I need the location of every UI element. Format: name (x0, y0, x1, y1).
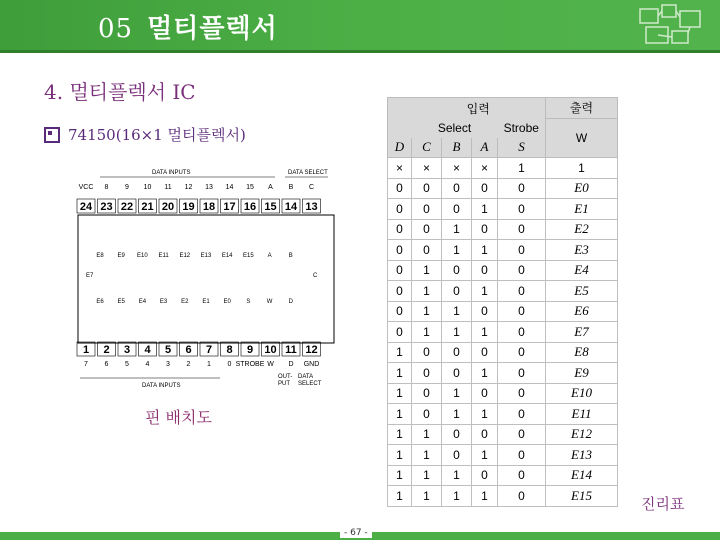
input-cell: 1 (388, 445, 412, 466)
table-row (388, 178, 618, 199)
chapter-number: 05 (98, 14, 134, 44)
inner-top-label: E14 (221, 253, 233, 259)
table-row (388, 404, 618, 425)
title-bar (0, 0, 720, 50)
input-cell: 0 (388, 260, 412, 281)
input-cell: 1 (388, 424, 412, 445)
section-title: 4. 멀티플렉서 IC (44, 80, 196, 104)
input-cell: 0 (412, 240, 442, 261)
input-cell: 0 (498, 301, 546, 322)
table-row (388, 486, 618, 507)
input-group-header: 입력 (412, 98, 546, 119)
output-cell: E1 (546, 199, 618, 220)
input-cell: 0 (472, 301, 498, 322)
input-cell: 1 (472, 281, 498, 302)
input-cell: 0 (388, 301, 412, 322)
truth-table (387, 97, 618, 507)
b-header: B (442, 138, 472, 158)
input-cell: 1 (472, 445, 498, 466)
inner-top-label: B (288, 253, 293, 259)
bottom-data-inputs-label: DATA INPUTS (142, 383, 181, 389)
blank-header-2 (388, 118, 412, 138)
input-cell: 0 (412, 219, 442, 240)
input-cell: 0 (498, 178, 546, 199)
input-cell: 1 (388, 465, 412, 486)
inner-top-label: E15 (243, 253, 254, 259)
top-pin-name: 8 (104, 184, 109, 191)
input-cell: 0 (498, 260, 546, 281)
d-header: D (388, 138, 412, 158)
input-cell: 0 (472, 383, 498, 404)
inner-bottom-label: E6 (96, 299, 104, 305)
top-pin-name: 9 (125, 184, 129, 191)
input-cell: 1 (412, 322, 442, 343)
input-cell: 0 (472, 260, 498, 281)
input-cell: 0 (442, 199, 472, 220)
output-label-line1: OUT- (278, 374, 293, 380)
top-pin-number: 18 (202, 201, 216, 213)
table-row (388, 219, 618, 240)
bottom-pin-name: STROBE (235, 361, 265, 368)
table-row (388, 260, 618, 281)
top-pin-number: 20 (161, 201, 175, 213)
inner-label-e7: E7 (86, 273, 94, 279)
input-cell: 1 (388, 486, 412, 507)
bottom-pin-name: 2 (186, 361, 191, 368)
output-cell: E0 (546, 178, 618, 199)
input-cell: × (412, 158, 442, 179)
input-cell: 0 (498, 322, 546, 343)
select-header: Select (412, 118, 498, 138)
output-cell: E9 (546, 363, 618, 384)
input-cell: 0 (442, 178, 472, 199)
output-cell: E10 (546, 383, 618, 404)
input-cell: 0 (498, 486, 546, 507)
table-row (388, 342, 618, 363)
input-cell: 0 (498, 199, 546, 220)
input-cell: 1 (472, 404, 498, 425)
inner-bottom-label: E4 (138, 299, 147, 305)
output-cell: E7 (546, 322, 618, 343)
top-pin-number: 15 (264, 201, 277, 213)
bottom-pin-name: D (288, 361, 294, 368)
s-header: S (498, 138, 546, 158)
bottom-pin-number: 1 (82, 344, 90, 356)
output-group-header: 출력 (546, 98, 618, 119)
top-data-inputs-label: DATA INPUTS (152, 170, 191, 176)
top-pin-name: 10 (143, 184, 152, 191)
input-cell: 0 (498, 342, 546, 363)
input-cell: 1 (498, 158, 546, 179)
chapter-title: 멀티플렉서 (147, 14, 278, 44)
bottom-pin-number: 3 (123, 344, 131, 356)
input-cell: 1 (412, 260, 442, 281)
top-data-select-label: DATA SELECT (288, 170, 328, 176)
input-cell: 1 (412, 486, 442, 507)
input-cell: 0 (412, 404, 442, 425)
top-pin-number: 24 (79, 201, 93, 213)
input-cell: 0 (412, 342, 442, 363)
top-pin-number: 16 (243, 201, 257, 213)
input-cell: 0 (498, 445, 546, 466)
input-cell: 0 (442, 445, 472, 466)
top-pin-name: 14 (225, 184, 234, 191)
top-pin-number: 22 (120, 201, 134, 213)
table-row (388, 424, 618, 445)
input-cell: 1 (472, 322, 498, 343)
input-cell: 0 (442, 342, 472, 363)
table-row (388, 465, 618, 486)
input-cell: × (388, 158, 412, 179)
input-cell: 0 (388, 219, 412, 240)
input-cell: × (442, 158, 472, 179)
input-cell: 0 (388, 240, 412, 261)
inner-bottom-label: E2 (181, 299, 189, 305)
output-cell: E14 (546, 465, 618, 486)
input-cell: 1 (472, 486, 498, 507)
input-cell: 1 (442, 465, 472, 486)
output-cell: E4 (546, 260, 618, 281)
table-row (388, 383, 618, 404)
title-underline (0, 50, 720, 53)
input-cell: 0 (442, 424, 472, 445)
input-cell: 0 (442, 281, 472, 302)
top-pin-name: B (288, 184, 294, 191)
output-cell: E3 (546, 240, 618, 261)
output-cell: 1 (546, 158, 618, 179)
output-label-line2: PUT (278, 381, 290, 387)
diagram-caption: 핀 배치도 (145, 408, 212, 427)
input-cell: 0 (498, 383, 546, 404)
table-row (388, 158, 618, 179)
input-cell: 0 (498, 281, 546, 302)
table-row (388, 281, 618, 302)
input-cell: 1 (442, 404, 472, 425)
inner-top-label: E10 (137, 253, 148, 259)
input-cell: 0 (472, 465, 498, 486)
top-pin-name: C (308, 184, 315, 191)
input-cell: × (472, 158, 498, 179)
input-cell: 1 (442, 219, 472, 240)
input-cell: 1 (442, 383, 472, 404)
output-cell: E12 (546, 424, 618, 445)
inner-bottom-label: E5 (117, 299, 125, 305)
input-cell: 1 (412, 301, 442, 322)
inner-bottom-label: W (266, 299, 273, 305)
bottom-pin-name: 3 (166, 361, 170, 368)
input-cell: 0 (388, 322, 412, 343)
bottom-pin-number: 6 (185, 344, 192, 356)
inner-bottom-label: D (288, 299, 293, 305)
bottom-pin-name: 5 (125, 361, 129, 368)
input-cell: 1 (388, 363, 412, 384)
input-cell: 1 (412, 465, 442, 486)
bullet-text: 74150(16×1 멀티플렉서) (68, 126, 246, 144)
output-cell: E11 (546, 404, 618, 425)
input-cell: 0 (388, 178, 412, 199)
header-row-1 (388, 98, 618, 119)
input-cell: 1 (412, 445, 442, 466)
top-pin-name: 15 (246, 184, 254, 191)
top-pin-name: VCC (78, 184, 94, 191)
inner-top-label: E8 (96, 253, 104, 259)
blank-header (388, 98, 412, 119)
inner-bottom-label: E1 (202, 299, 210, 305)
bottom-pin-number: 7 (205, 344, 213, 356)
input-cell: 0 (412, 199, 442, 220)
inner-label-c: C (313, 273, 318, 279)
input-cell: 0 (498, 404, 546, 425)
input-cell: 1 (388, 342, 412, 363)
a-header: A (472, 138, 498, 158)
bottom-pin-name: GND (303, 361, 320, 368)
input-cell: 0 (388, 281, 412, 302)
inner-top-label: E11 (158, 253, 169, 259)
top-pin-name: 11 (164, 184, 172, 191)
top-pin-number: 14 (284, 201, 298, 213)
input-cell: 0 (412, 178, 442, 199)
bottom-pin-number: 4 (144, 344, 151, 356)
input-cell: 0 (498, 219, 546, 240)
c-header: C (412, 138, 442, 158)
select-label-line1: DATA (298, 374, 314, 380)
inner-bottom-label: E0 (223, 299, 231, 305)
table-row (388, 363, 618, 384)
bottom-pin-number: 5 (164, 344, 172, 356)
table-row (388, 301, 618, 322)
top-pin-number: 17 (223, 201, 236, 213)
input-cell: 0 (442, 363, 472, 384)
input-cell: 0 (472, 219, 498, 240)
bottom-pin-number: 2 (103, 344, 110, 356)
square-bullet-icon (44, 127, 60, 143)
input-cell: 0 (388, 199, 412, 220)
bottom-pin-number: 9 (246, 344, 254, 356)
input-cell: 1 (442, 486, 472, 507)
input-cell: 0 (472, 424, 498, 445)
input-cell: 1 (388, 404, 412, 425)
bottom-pin-name: 7 (84, 361, 88, 368)
inner-bottom-label: E3 (159, 299, 168, 305)
input-cell: 0 (442, 260, 472, 281)
top-pin-name: 13 (205, 184, 213, 191)
top-pin-number: 13 (305, 201, 318, 213)
inner-top-label: E13 (200, 253, 212, 259)
top-pin-number: 21 (141, 201, 154, 213)
output-cell: E15 (546, 486, 618, 507)
input-cell: 1 (442, 301, 472, 322)
bottom-pin-number: 11 (285, 344, 297, 356)
page-title (98, 8, 278, 45)
bottom-pin-name: W (267, 361, 274, 368)
table-row (388, 322, 618, 343)
bottom-pin-name: 6 (104, 361, 109, 368)
inner-top-label: E12 (179, 253, 191, 259)
top-pin-number: 19 (182, 201, 195, 213)
input-cell: 0 (472, 178, 498, 199)
bottom-pin-number: 8 (226, 344, 233, 356)
inner-top-label: A (267, 253, 272, 259)
bottom-pin-name: 1 (207, 361, 211, 368)
inner-top-label: E9 (117, 253, 125, 259)
truth-table-body (388, 158, 618, 507)
input-cell: 1 (472, 199, 498, 220)
bottom-pin-name: 4 (145, 361, 150, 368)
input-cell: 0 (472, 342, 498, 363)
strobe-header: Strobe (498, 118, 546, 138)
input-cell: 0 (412, 383, 442, 404)
header-row-2 (388, 118, 618, 138)
input-cell: 0 (498, 240, 546, 261)
input-cell: 0 (498, 465, 546, 486)
output-cell: E8 (546, 342, 618, 363)
bottom-pin-name: 0 (227, 361, 232, 368)
top-pin-number: 23 (100, 201, 113, 213)
bottom-pin-number: 10 (264, 344, 277, 356)
pin-diagram (70, 165, 358, 395)
output-cell: E13 (546, 445, 618, 466)
input-cell: 1 (412, 424, 442, 445)
bullet-item (44, 124, 246, 145)
circuit-decoration-icon (636, 3, 706, 47)
output-cell: E2 (546, 219, 618, 240)
input-cell: 1 (472, 363, 498, 384)
input-cell: 1 (472, 240, 498, 261)
w-header: W (546, 118, 618, 158)
input-cell: 0 (498, 424, 546, 445)
truth-table-caption: 진리표 (641, 495, 685, 513)
output-cell: E6 (546, 301, 618, 322)
page-number: - 67 - (340, 528, 372, 538)
output-cell: E5 (546, 281, 618, 302)
select-label-line2: SELECT (298, 381, 322, 387)
table-row (388, 199, 618, 220)
input-cell: 1 (412, 281, 442, 302)
table-row (388, 445, 618, 466)
input-cell: 0 (412, 363, 442, 384)
bottom-pin-number: 12 (305, 344, 318, 356)
input-cell: 0 (498, 363, 546, 384)
input-cell: 1 (388, 383, 412, 404)
table-row (388, 240, 618, 261)
input-cell: 1 (442, 240, 472, 261)
top-pin-name: 12 (184, 184, 193, 191)
input-cell: 1 (442, 322, 472, 343)
inner-bottom-label: S (246, 299, 251, 305)
top-pin-name: A (268, 184, 273, 191)
